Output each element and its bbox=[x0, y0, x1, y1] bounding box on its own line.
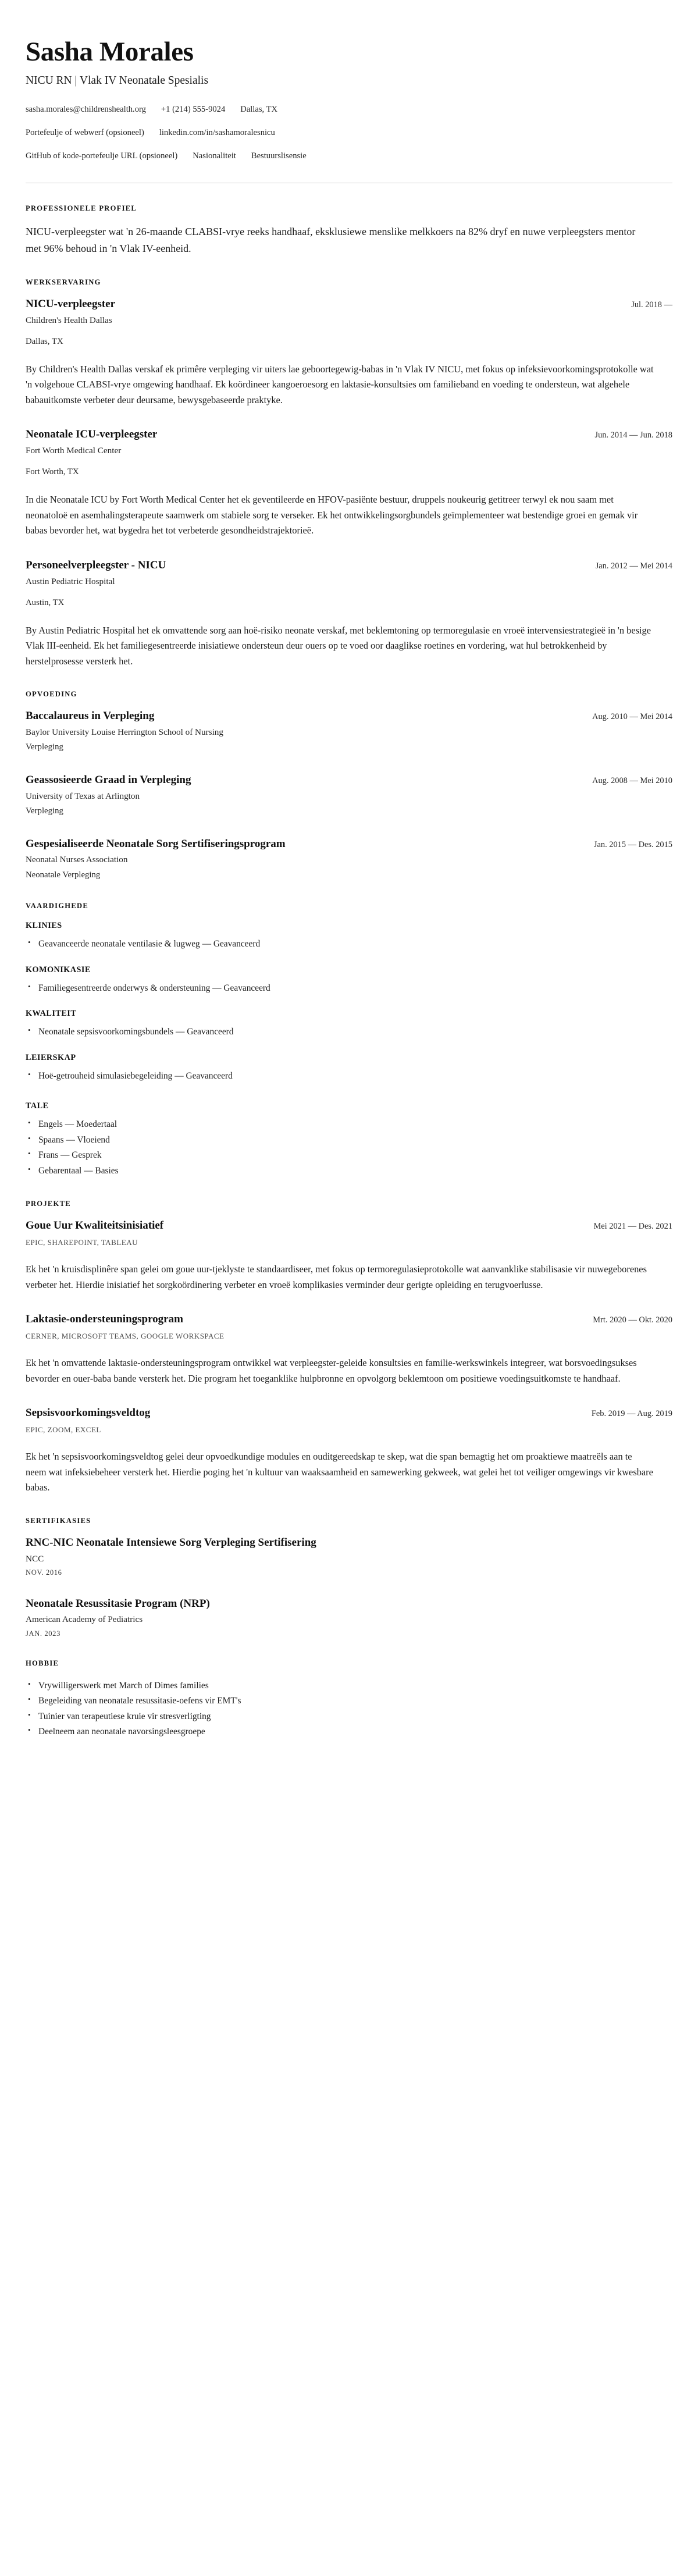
languages-label: TALE bbox=[26, 1101, 49, 1111]
experience-item-header bbox=[26, 297, 672, 312]
degree-title: Baccalaureus in Verpleging bbox=[26, 710, 155, 723]
section-heading-education: OPVOEDING bbox=[26, 690, 77, 699]
skill-category-label: KLINIES bbox=[26, 921, 62, 931]
languages-block bbox=[26, 1101, 672, 1179]
skill-list bbox=[26, 981, 672, 996]
job-company: Children's Health Dallas bbox=[26, 315, 112, 325]
language-item: • Engels — Moedertaal bbox=[26, 1117, 672, 1132]
skill-category-label: KOMONIKASIE bbox=[26, 965, 91, 974]
project-item-header bbox=[26, 1219, 672, 1233]
study-field: Verpleging bbox=[26, 742, 63, 752]
profile-summary-text: NICU-verpleegster wat 'n 26-maande CLABSI-vrye reeks handhaaf, eksklusiewe menslike melkkoers na 82% dryf en nuwe verpleegsters mentor met 96% behoud in 'n Vlak IV-eenheid. bbox=[26, 225, 636, 254]
education-item bbox=[26, 709, 672, 753]
language-list bbox=[26, 1117, 672, 1179]
location-text: Dallas, TX bbox=[240, 105, 278, 115]
skill-group bbox=[26, 965, 672, 996]
section-work-experience bbox=[26, 278, 672, 669]
section-heading-experience: WERKSERVARING bbox=[26, 278, 101, 287]
contact-row-optional bbox=[26, 150, 672, 163]
language-item: • Spaans — Vloeiend bbox=[26, 1133, 672, 1148]
project-item-header bbox=[26, 1406, 672, 1421]
certification-date: NOV. 2016 bbox=[26, 1568, 62, 1577]
section-heading-hobbies: HOBBIE bbox=[26, 1659, 59, 1667]
job-title: NICU-verpleegster bbox=[26, 298, 116, 311]
degree-dates: Jan. 2015 — Des. 2015 bbox=[593, 839, 672, 849]
job-dates: Jan. 2012 — Mei 2014 bbox=[595, 561, 672, 571]
certification-name: Neonatale Resussitasie Program (NRP) bbox=[26, 1597, 210, 1610]
job-location: Dallas, TX bbox=[26, 337, 63, 346]
job-dates: Jun. 2014 — Jun. 2018 bbox=[594, 430, 672, 440]
experience-item bbox=[26, 297, 672, 408]
contact-row-links bbox=[26, 127, 672, 140]
section-heading-profile: PROFESSIONELE PROFIEL bbox=[26, 204, 137, 212]
project-item-header bbox=[26, 1312, 672, 1327]
section-heading-skills: VAARDIGHEDE bbox=[26, 902, 88, 910]
section-projects bbox=[26, 1200, 672, 1496]
certification-item bbox=[26, 1597, 672, 1638]
hobby-list bbox=[26, 1678, 672, 1740]
phone-text[interactable]: +1 (214) 555-9024 bbox=[161, 105, 226, 115]
experience-item bbox=[26, 428, 672, 538]
job-location: Fort Worth, TX bbox=[26, 467, 79, 477]
project-name: Sepsisvoorkomingsveldtog bbox=[26, 1407, 151, 1419]
nationality-text: Nasionaliteit bbox=[193, 151, 236, 161]
degree-dates: Aug. 2008 — Mei 2010 bbox=[592, 775, 672, 785]
study-field: Verpleging bbox=[26, 806, 63, 816]
skill-group bbox=[26, 1009, 672, 1040]
project-item bbox=[26, 1312, 672, 1386]
project-description: Ek het 'n kruisdisplinêre span gelei om goue uur-tjeklyste te standaardiseer, met fokus op termoregulasieprotokolle wat aanvanklike stabilisasie vir nuwegeborenes verbeter het. Hierdie inisiatief het sorgkoördinering verbeter en vroeë komplikasies verminder deur gerigte opleiding en terugvoerlusse. bbox=[26, 1264, 647, 1290]
experience-item-header bbox=[26, 558, 672, 573]
language-item: • Frans — Gesprek bbox=[26, 1148, 672, 1163]
skill-list bbox=[26, 1069, 672, 1084]
certification-item bbox=[26, 1536, 672, 1577]
language-item: • Gebarentaal — Basies bbox=[26, 1164, 672, 1179]
project-description: Ek het 'n omvattende laktasie-ondersteuningsprogram ontwikkel wat verpleegster-geleide konsultsies en familie-werkswinkels integreer, wat borsvoedingsukses bevorder en ouer-baba bande versterk het. Die program het toeganklike hulpbronne en opvolgorg beklemtoon om positiewe voedingsuitkomste te handhaaf. bbox=[26, 1357, 637, 1384]
project-name: Goue Uur Kwaliteitsinisiatief bbox=[26, 1219, 164, 1232]
skill-list bbox=[26, 937, 672, 952]
certification-issuer: NCC bbox=[26, 1553, 44, 1564]
project-dates: Mrt. 2020 — Okt. 2020 bbox=[593, 1315, 672, 1325]
job-title: Personeelverpleegster - NICU bbox=[26, 558, 166, 571]
education-item bbox=[26, 837, 672, 881]
certification-name: RNC-NIC Neonatale Intensiewe Sorg Verpleging Sertifisering bbox=[26, 1536, 316, 1549]
portfolio-placeholder-text[interactable]: Portefeulje of webwerf (opsioneel) bbox=[26, 127, 144, 137]
job-description: By Children's Health Dallas verskaf ek primêre verpleging vir uiters lae geboortegewig-babas in 'n Vlak IV NICU, met fokus op infeksievoorkomingsprotokolle wat 'n volgehoue CLABSI-vrye omgewing handhaaf. Ek koördineer kangoeroesorg en laktasie-konsultsies om familieband en voeding te ondersteun, wat algehele babauitkomste verbeter deur deursame, bewysgebaseerde praktyke. bbox=[26, 363, 654, 405]
skill-group bbox=[26, 1053, 672, 1084]
skill-item: • Hoë-getrouheid simulasiebegeleiding — Geavanceerd bbox=[26, 1069, 672, 1084]
section-professional-profile bbox=[26, 204, 672, 257]
section-heading-certifications: SERTIFIKASIES bbox=[26, 1516, 91, 1525]
study-field: Neonatale Verpleging bbox=[26, 870, 101, 880]
project-name: Laktasie-ondersteuningsprogram bbox=[26, 1313, 183, 1326]
project-dates: Mei 2021 — Des. 2021 bbox=[593, 1222, 672, 1232]
job-company: Austin Pediatric Hospital bbox=[26, 576, 115, 586]
skill-item: • Familiegesentreerde onderwys & ondersteuning — Geavanceerd bbox=[26, 981, 672, 996]
skill-category-label: KWALITEIT bbox=[26, 1009, 77, 1019]
hobby-item: • Vrywilligerswerk met March of Dimes families bbox=[26, 1678, 672, 1693]
job-company: Fort Worth Medical Center bbox=[26, 446, 122, 456]
education-item bbox=[26, 773, 672, 817]
hobby-item: • Deelneem aan neonatale navorsingsleesgroepe bbox=[26, 1724, 672, 1739]
school-name: University of Texas at Arlington bbox=[26, 791, 140, 801]
certification-date: JAN. 2023 bbox=[26, 1629, 60, 1638]
skill-group bbox=[26, 921, 672, 952]
project-tech-stack: CERNER, MICROSOFT TEAMS, GOOGLE WORKSPACE bbox=[26, 1331, 225, 1340]
degree-title: Gespesialiseerde Neonatale Sorg Sertifiseringsprogram bbox=[26, 837, 286, 850]
school-name: Neonatal Nurses Association bbox=[26, 855, 128, 865]
project-item bbox=[26, 1219, 672, 1293]
experience-item bbox=[26, 558, 672, 669]
github-placeholder-text[interactable]: GitHub of kode-portefeulje URL (opsioneel) bbox=[26, 151, 178, 161]
professional-headline: NICU RN | Vlak IV Neonatale Spesialis bbox=[26, 74, 209, 87]
linkedin-text[interactable]: linkedin.com/in/sashamoralesnicu bbox=[159, 127, 275, 137]
page-title: Sasha Morales bbox=[26, 37, 194, 67]
job-dates: Jul. 2018 — bbox=[631, 300, 672, 310]
resume-header bbox=[26, 37, 672, 183]
skill-item: • Neonatale sepsisvoorkomingsbundels — Geavanceerd bbox=[26, 1024, 672, 1040]
hobby-item: • Begeleiding van neonatale resussitasie-oefens vir EMT's bbox=[26, 1693, 672, 1709]
section-hobbies bbox=[26, 1659, 672, 1740]
job-location: Austin, TX bbox=[26, 597, 65, 607]
contact-row-primary bbox=[26, 104, 672, 116]
skill-category-label: LEIERSKAP bbox=[26, 1052, 76, 1062]
driving-license-text: Bestuurslisensie bbox=[251, 151, 307, 161]
job-description: In die Neonatale ICU by Fort Worth Medical Center het ek geventileerde en HFOV-pasiënte bestuur, druppels noukeurig getitreer terwyl ek nou saam met neonatoloë en asemhalingsterapeute saamwerk om stabiele sorg te verseker. Ek het ontwikkelingsorgbundels geïmplementeer wat bestendige groei en gemak vir babas bevorder het, wat bygedra het tot verbeterde gesondheidstrajektorieë. bbox=[26, 494, 638, 536]
skill-list bbox=[26, 1024, 672, 1040]
certification-issuer: American Academy of Pediatrics bbox=[26, 1614, 143, 1625]
degree-dates: Aug. 2010 — Mei 2014 bbox=[592, 712, 672, 722]
project-description: Ek het 'n sepsisvoorkomingsveldtog gelei deur opvoedkundige modules en ouditgereedskap te skep, wat die span bemagtig het om proaktiewe maatreëls aan te neem wat infeksiebeheer versterk het. Hierdie poging het 'n kultuur van waaksaamheid en samewerking gekweek, wat gelei het tot veiliger omgewings vir kwesbare babas. bbox=[26, 1451, 653, 1493]
job-description: By Austin Pediatric Hospital het ek omvattende sorg aan hoë-risiko neonate verskaf, met beklemtoning op termoregulasie en vroeë intervensiestrategieë in 'n besige Vlak III-eenheid. Ek het familiegesentreerde inisiatiewe ondersteun deur ouers op te voed oor daaglikse roetines en vordering, wat hul betrokkenheid by herstelprosesse versterk het. bbox=[26, 624, 651, 667]
school-name: Baylor University Louise Herrington School of Nursing bbox=[26, 727, 223, 737]
degree-title: Geassosieerde Graad in Verpleging bbox=[26, 773, 191, 786]
project-dates: Feb. 2019 — Aug. 2019 bbox=[591, 1409, 672, 1419]
education-item-header bbox=[26, 773, 672, 788]
section-certifications bbox=[26, 1517, 672, 1638]
skill-item: • Geavanceerde neonatale ventilasie & lugweg — Geavanceerd bbox=[26, 937, 672, 952]
project-tech-stack: EPIC, SHAREPOINT, TABLEAU bbox=[26, 1237, 138, 1247]
education-item-header bbox=[26, 837, 672, 852]
section-heading-projects: PROJEKTE bbox=[26, 1200, 71, 1208]
section-education bbox=[26, 690, 672, 881]
hobby-item: • Tuinier van terapeutiese kruie vir stresverligting bbox=[26, 1709, 672, 1724]
project-item bbox=[26, 1406, 672, 1496]
section-skills bbox=[26, 902, 672, 1179]
email-text[interactable]: sasha.morales@childrenshealth.org bbox=[26, 105, 146, 115]
project-tech-stack: EPIC, ZOOM, EXCEL bbox=[26, 1425, 101, 1434]
education-item-header bbox=[26, 709, 672, 724]
experience-item-header bbox=[26, 428, 672, 442]
job-title: Neonatale ICU-verpleegster bbox=[26, 428, 158, 441]
